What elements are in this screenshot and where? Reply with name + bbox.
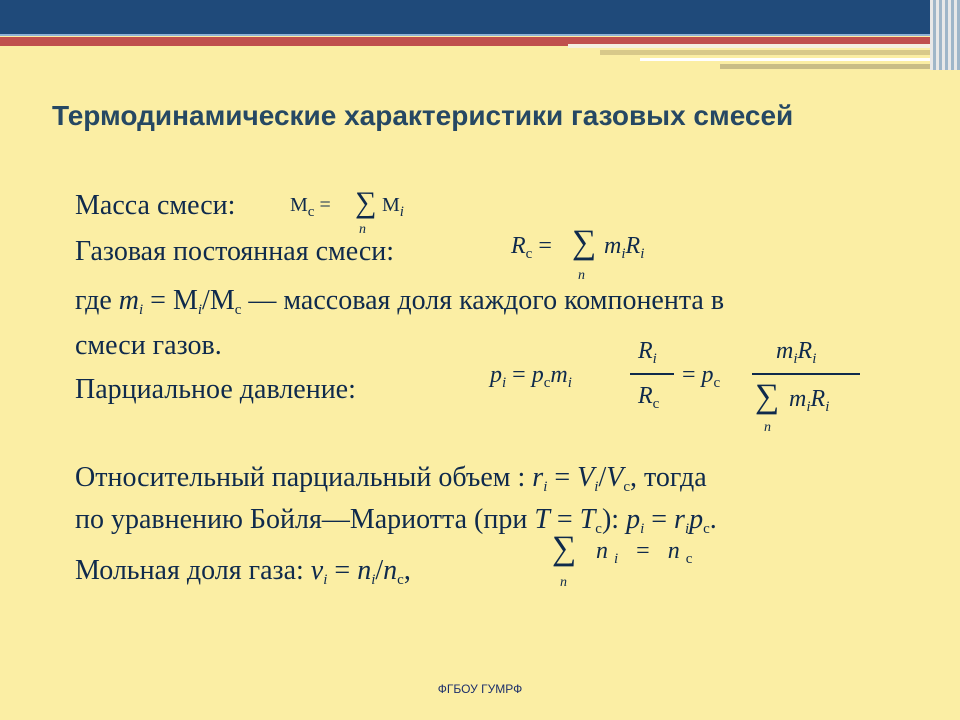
sigma-symbol: ∑ <box>355 186 377 219</box>
mass-formula: $M_с$ = <box>290 194 331 220</box>
fraction-denominator: $R_с$ <box>638 383 660 412</box>
decorative-stripe <box>640 58 960 61</box>
sigma-symbol: ∑ <box>572 224 597 261</box>
decorative-stripe <box>720 64 960 69</box>
sigma-index: n <box>764 420 771 435</box>
fraction-bar <box>752 373 860 375</box>
partial-pressure-label: Парциальное давление: <box>75 374 356 405</box>
mass-fraction-definition: где $m_i = M_i/M_с$ — массовая доля каждого компонента в <box>75 285 725 318</box>
gas-constant-label: Газовая постоянная смеси: <box>75 236 395 267</box>
mass-fraction-definition-cont: смеси газов. <box>75 330 222 361</box>
sigma-symbol: ∑ <box>552 530 577 567</box>
mole-sum-formula: n $_i$ = n $_с$ <box>596 538 693 567</box>
fraction-numerator: $m_iR_i$ <box>776 338 817 367</box>
decorative-stripe <box>600 50 960 55</box>
fraction-denominator: $m_iR_i$ <box>789 386 830 415</box>
mass-term: $M_i$ <box>382 194 404 220</box>
gas-constant-term: $m_iR_i$ <box>604 233 645 262</box>
relative-volume-line: Относительный парциальный объем : $r_i = V_i/V_с$, тогда <box>75 462 707 495</box>
decorative-stripe <box>568 44 960 48</box>
slide-title: Термодинамические характеристики газовых смесей <box>52 100 794 131</box>
sigma-symbol: ∑ <box>755 378 780 415</box>
molar-fraction-line: Мольная доля газа: $\nu_i = n_i/n_с$, <box>75 555 411 588</box>
header-band <box>0 0 960 34</box>
boyle-mariotte-line: по уравнению Бойля—Мариотта (при $T = T_с$): $p_i = r_ip_с$. <box>75 504 717 537</box>
partial-pressure-formula-part2: = $p_с$ <box>682 362 721 391</box>
header-accent-line <box>0 34 960 36</box>
decorative-stripe <box>930 0 960 70</box>
sigma-index: n <box>578 268 585 283</box>
gas-constant-formula: $R_с$ = <box>511 233 552 262</box>
sigma-index: n <box>359 222 366 237</box>
footer-organization: ФГБОУ ГУМРФ <box>437 682 523 696</box>
fraction-numerator: $R_i$ <box>638 338 657 367</box>
partial-pressure-formula: $p_i = p_сm_i$ <box>490 362 572 391</box>
sigma-index: n <box>560 575 567 590</box>
mass-label: Масса смеси: <box>75 190 236 221</box>
fraction-bar <box>630 373 674 375</box>
